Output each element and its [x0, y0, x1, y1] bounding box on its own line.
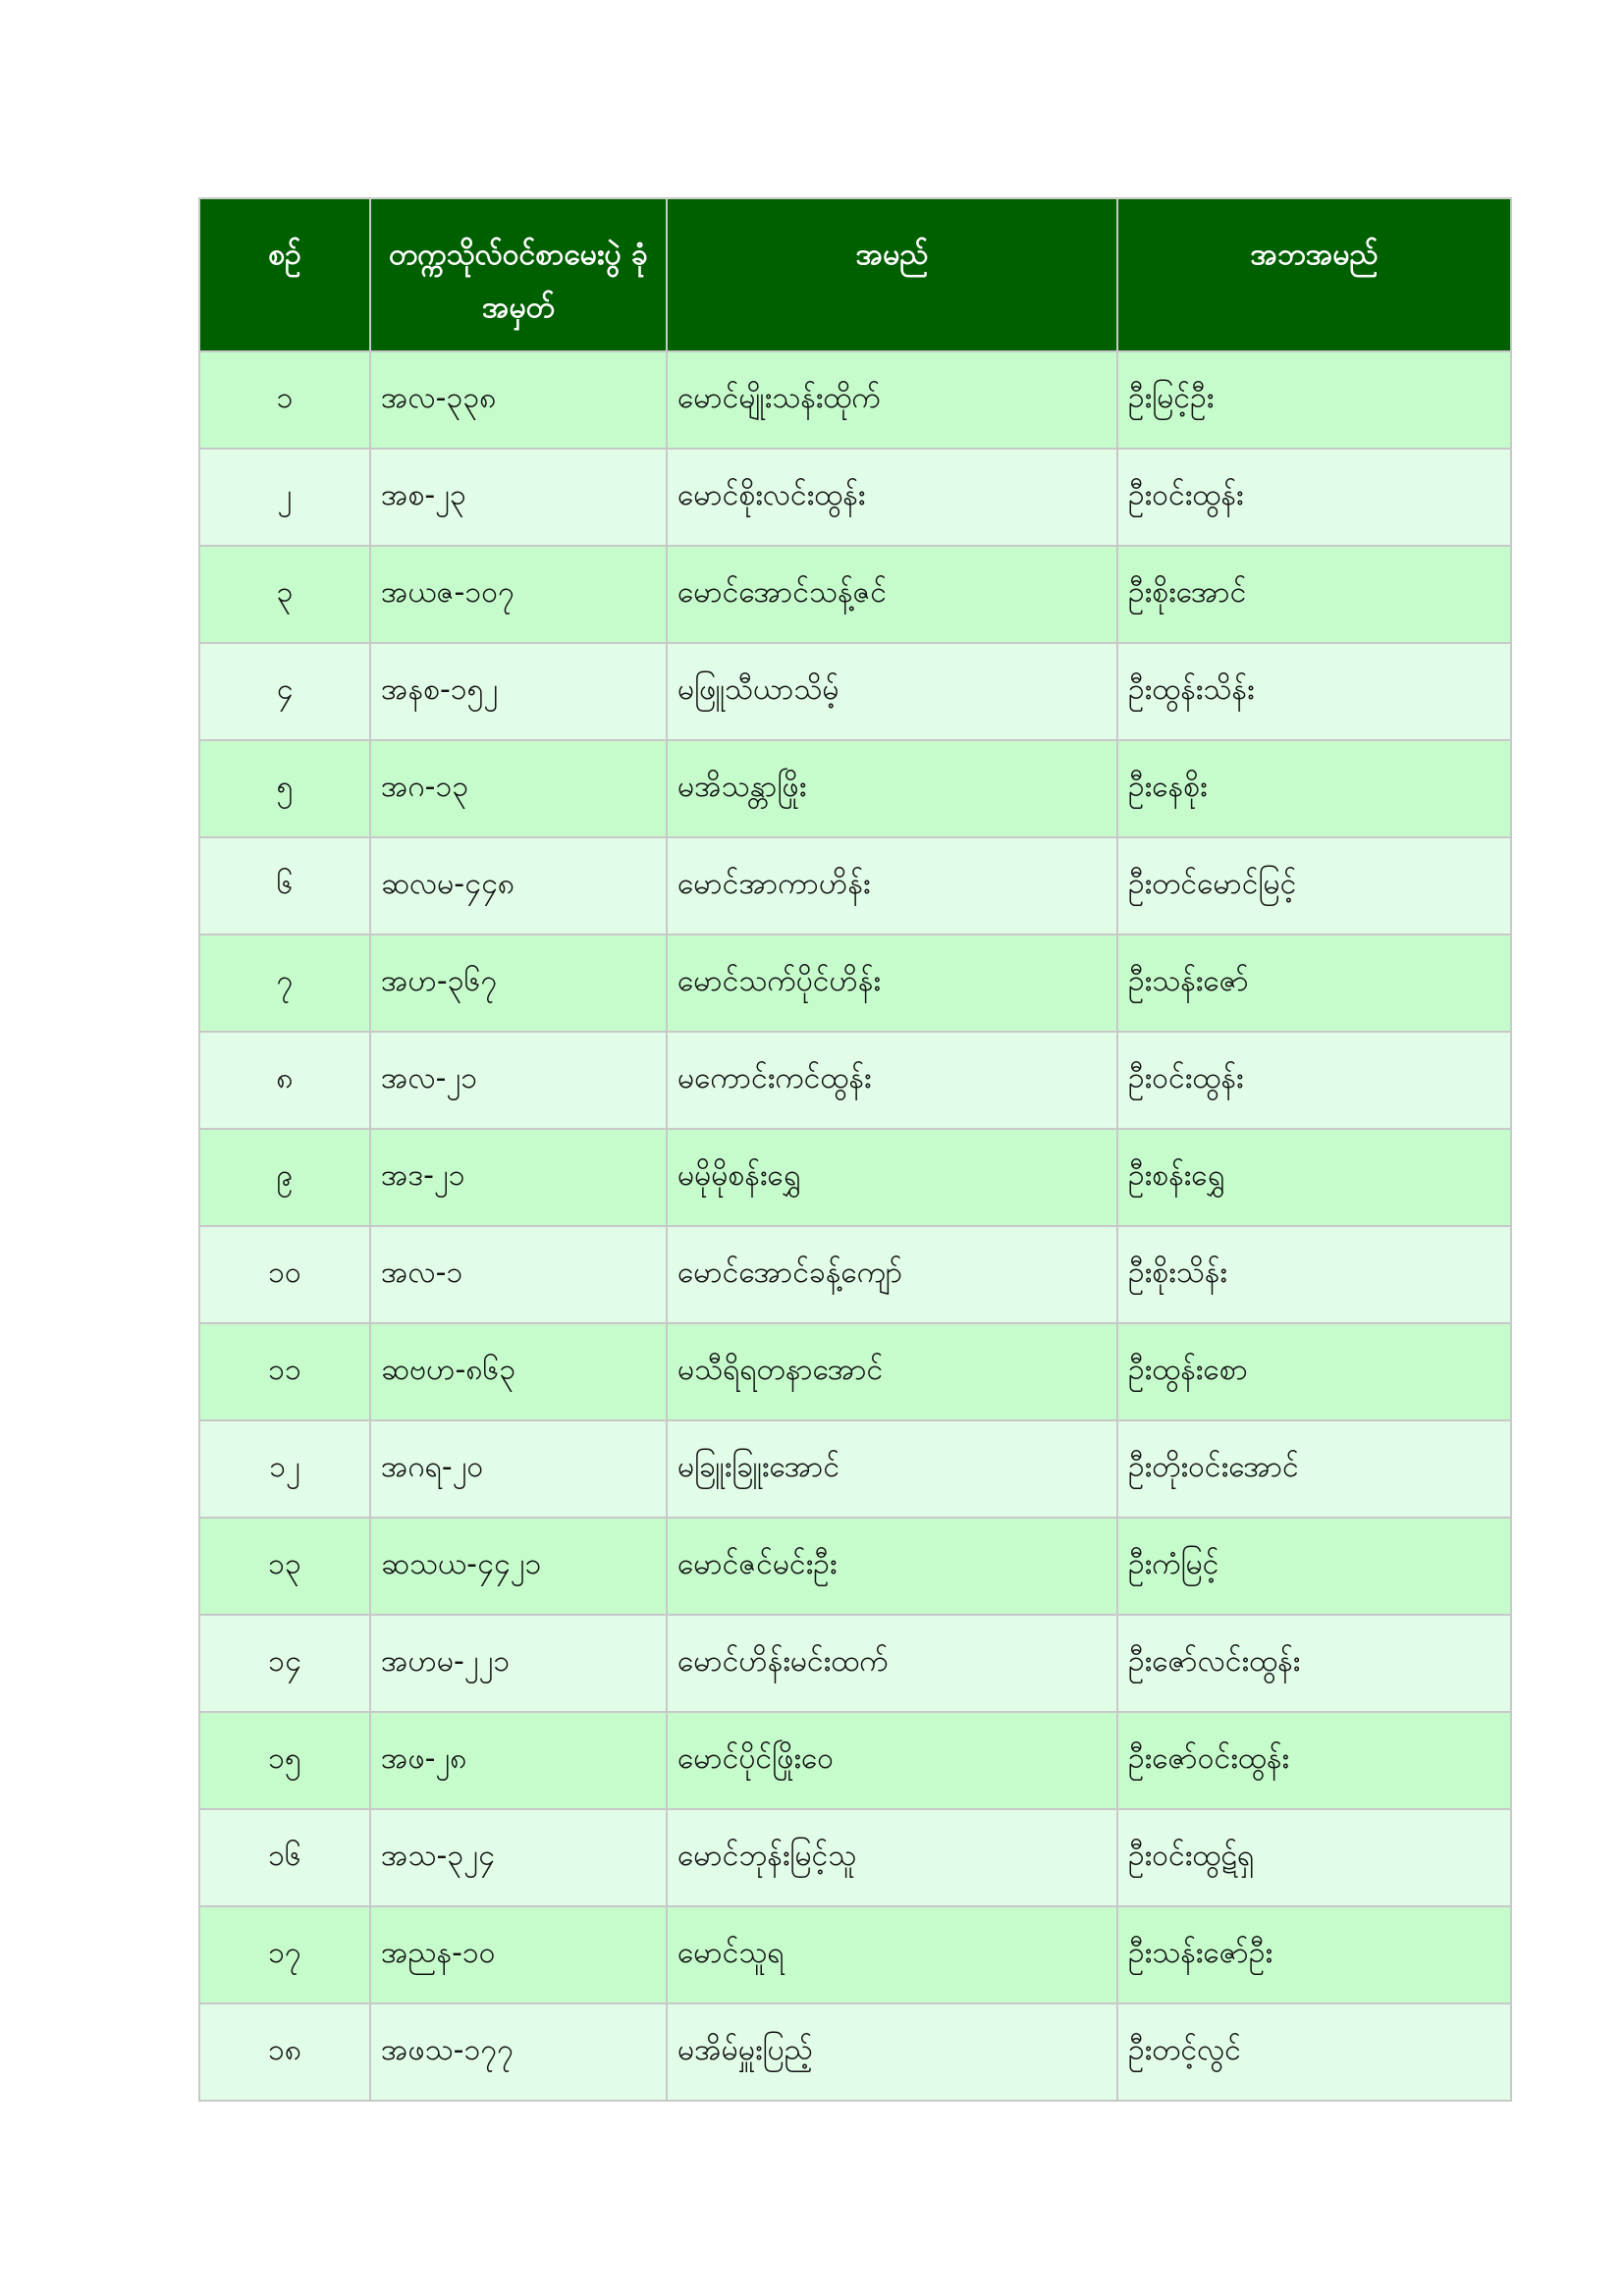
- cell-exam-roll-number: အစ-၂၃: [370, 449, 667, 546]
- cell-name: မောင်ဘုန်းမြင့်သူ: [667, 1809, 1117, 1906]
- cell-serial-no: ၃: [199, 546, 370, 643]
- cell-exam-roll-number: အဟ-၃၆၇: [370, 934, 667, 1032]
- cell-serial-no: ၄: [199, 643, 370, 740]
- cell-father-name: ဦးဝင်းထွန်း: [1117, 449, 1511, 546]
- cell-father-name: ဦးဇော်ဝင်းထွန်း: [1117, 1712, 1511, 1809]
- table-header-row: [199, 198, 1511, 351]
- cell-father-name: ဦးထွန်းသိန်း: [1117, 643, 1511, 740]
- cell-father-name: ဦးတင့်လွင်: [1117, 2003, 1511, 2101]
- table-body: [199, 351, 1511, 2101]
- cell-exam-roll-number: ဆဗဟ-၈၆၃: [370, 1323, 667, 1420]
- cell-serial-no: ၁၆: [199, 1809, 370, 1906]
- table-row: [199, 740, 1511, 837]
- cell-name: မအိသန္တာဖြိုး: [667, 740, 1117, 837]
- table-row: [199, 1420, 1511, 1518]
- table-row: [199, 1518, 1511, 1615]
- cell-exam-roll-number: အဂ-၁၃: [370, 740, 667, 837]
- cell-serial-no: ၈: [199, 1032, 370, 1129]
- table-row: [199, 546, 1511, 643]
- cell-father-name: ဦးသန်းဇော်: [1117, 934, 1511, 1032]
- table-row: [199, 1032, 1511, 1129]
- table-row: [199, 643, 1511, 740]
- table-row: [199, 2003, 1511, 2101]
- cell-name: မောင်သက်ပိုင်ဟိန်း: [667, 934, 1117, 1032]
- cell-exam-roll-number: အသ-၃၂၄: [370, 1809, 667, 1906]
- cell-name: မကောင်းကင်ထွန်း: [667, 1032, 1117, 1129]
- cell-serial-no: ၁၁: [199, 1323, 370, 1420]
- cell-exam-roll-number: အဖ-၂၈: [370, 1712, 667, 1809]
- cell-father-name: ဦးဇော်လင်းထွန်း: [1117, 1615, 1511, 1712]
- table-row: [199, 1226, 1511, 1323]
- cell-name: မောင်အောင်ခန့်ကျော်: [667, 1226, 1117, 1323]
- cell-father-name: ဦးဝင်းထွန်း: [1117, 1032, 1511, 1129]
- cell-father-name: ဦးထွန်းစော: [1117, 1323, 1511, 1420]
- cell-father-name: ဦးစိုးသိန်း: [1117, 1226, 1511, 1323]
- cell-father-name: ဦးမြင့်ဦး: [1117, 351, 1511, 449]
- cell-name: မောင်အောင်သန့်ဇင်: [667, 546, 1117, 643]
- cell-father-name: ဦးနေစိုး: [1117, 740, 1511, 837]
- table-row: [199, 1323, 1511, 1420]
- cell-name: မောင်အာကာဟိန်း: [667, 837, 1117, 934]
- cell-name: မသီရိရတနာအောင်: [667, 1323, 1117, 1420]
- cell-serial-no: ၁၄: [199, 1615, 370, 1712]
- cell-name: မောင်ဟိန်းမင်းထက်: [667, 1615, 1117, 1712]
- header-serial-no: စဉ်: [199, 198, 370, 351]
- table-row: [199, 449, 1511, 546]
- cell-serial-no: ၇: [199, 934, 370, 1032]
- cell-exam-roll-number: အဟမ-၂၂၁: [370, 1615, 667, 1712]
- cell-serial-no: ၁: [199, 351, 370, 449]
- table-row: [199, 351, 1511, 449]
- cell-serial-no: ၆: [199, 837, 370, 934]
- cell-father-name: ဦးဝင်းထွဋ်ရှ: [1117, 1809, 1511, 1906]
- header-father-name: အဘအမည်: [1117, 198, 1511, 351]
- cell-exam-roll-number: အဂရ-၂၀: [370, 1420, 667, 1518]
- cell-father-name: ဦးစန်းရွှေ: [1117, 1129, 1511, 1226]
- table-row: [199, 934, 1511, 1032]
- cell-serial-no: ၅: [199, 740, 370, 837]
- cell-serial-no: ၁၈: [199, 2003, 370, 2101]
- cell-exam-roll-number: အလ-၂၁: [370, 1032, 667, 1129]
- cell-exam-roll-number: အညန-၁၀: [370, 1906, 667, 2003]
- header-name: အမည်: [667, 198, 1117, 351]
- cell-father-name: ဦးသန်းဇော်ဦး: [1117, 1906, 1511, 2003]
- table-row: [199, 1129, 1511, 1226]
- cell-exam-roll-number: အဒ-၂၁: [370, 1129, 667, 1226]
- table-row: [199, 837, 1511, 934]
- cell-exam-roll-number: အနစ-၁၅၂: [370, 643, 667, 740]
- cell-serial-no: ၂: [199, 449, 370, 546]
- cell-name: မဖြူသီယာသိမ့်: [667, 643, 1117, 740]
- cell-serial-no: ၁၃: [199, 1518, 370, 1615]
- table-row: [199, 1906, 1511, 2003]
- cell-exam-roll-number: အလ-၃၃၈: [370, 351, 667, 449]
- cell-exam-roll-number: အဖသ-၁၇၇: [370, 2003, 667, 2101]
- cell-name: မောင်သူရ: [667, 1906, 1117, 2003]
- cell-father-name: ဦးတိုးဝင်းအောင်: [1117, 1420, 1511, 1518]
- cell-serial-no: ၁၇: [199, 1906, 370, 2003]
- cell-name: မမိုမိုစန်းရွှေ: [667, 1129, 1117, 1226]
- cell-name: မောင်မျိုးသန်းထိုက်: [667, 351, 1117, 449]
- cell-serial-no: ၁၅: [199, 1712, 370, 1809]
- cell-father-name: ဦးတင်မောင်မြင့်: [1117, 837, 1511, 934]
- cell-father-name: ဦးကံမြင့်: [1117, 1518, 1511, 1615]
- cell-name: မောင်စိုးလင်းထွန်း: [667, 449, 1117, 546]
- cell-exam-roll-number: ဆလမ-၄၄၈: [370, 837, 667, 934]
- table-row: [199, 1712, 1511, 1809]
- table-row: [199, 1615, 1511, 1712]
- table-row: [199, 1809, 1511, 1906]
- header-exam-roll-number: တက္ကသိုလ်ဝင်စာမေးပွဲ ခုံအမှတ်: [370, 198, 667, 351]
- cell-serial-no: ၉: [199, 1129, 370, 1226]
- cell-exam-roll-number: ဆသယ-၄၄၂၁: [370, 1518, 667, 1615]
- cell-name: မခြူးခြူးအောင်: [667, 1420, 1117, 1518]
- cell-father-name: ဦးစိုးအောင်: [1117, 546, 1511, 643]
- cell-name: မအိမ်မှူးပြည့်: [667, 2003, 1117, 2101]
- cell-name: မောင်ပိုင်ဖြိုးဝေ: [667, 1712, 1117, 1809]
- cell-name: မောင်ဇင်မင်းဦး: [667, 1518, 1117, 1615]
- cell-exam-roll-number: အလ-၁: [370, 1226, 667, 1323]
- cell-exam-roll-number: အယဇ-၁၀၇: [370, 546, 667, 643]
- cell-serial-no: ၁၂: [199, 1420, 370, 1518]
- results-table: [198, 197, 1512, 2102]
- cell-serial-no: ၁၀: [199, 1226, 370, 1323]
